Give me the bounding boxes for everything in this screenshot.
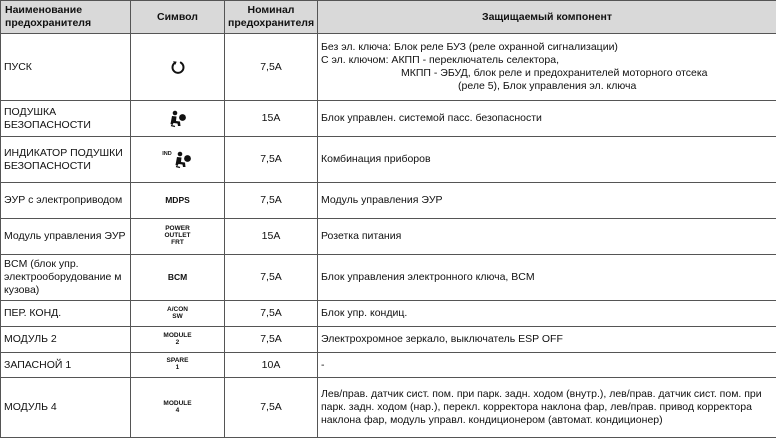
fuse-component: Блок упр. кондиц. xyxy=(318,301,776,327)
table-row xyxy=(1,34,776,101)
symbol-label: POWER OUTLET FRT xyxy=(164,225,191,246)
fuse-name: МОДУЛЬ 2 xyxy=(1,327,131,353)
fuse-component: Лев/прав. датчик сист. пом. при парк. задн. ходом (внутр.), лев/прав. датчик сист. пом. при парк. задн. ходом (нар.), перекл. корректора наклона фар, лев/прав. привод корректора наклона фар, модуль управл. кондиционером (автомат. кондиционер) xyxy=(318,378,776,438)
fuse-symbol xyxy=(131,137,225,183)
fuse-component xyxy=(318,34,776,101)
fuse-rating: 7,5A xyxy=(225,301,318,327)
header-row xyxy=(1,1,776,34)
symbol-label: MODULE 2 xyxy=(163,331,192,346)
airbag-indicator-icon xyxy=(173,151,193,169)
fuse-symbol xyxy=(131,301,225,327)
fuse-symbol xyxy=(131,34,225,101)
component-line: Без эл. ключа: Блок реле БУЗ (реле охранной сигнализации) xyxy=(321,41,618,53)
fuse-name: ИНДИКАТОР ПОДУШКИ БЕЗОПАСНОСТИ xyxy=(1,137,131,183)
table-row xyxy=(1,219,776,255)
fuse-component: Модуль управления ЭУР xyxy=(318,183,776,219)
fuse-symbol xyxy=(131,327,225,353)
table-row xyxy=(1,183,776,219)
fuse-rating: 7,5A xyxy=(225,255,318,301)
fuse-rating: 7,5A xyxy=(225,327,318,353)
fuse-component: Блок управления электронного ключа, BCM xyxy=(318,255,776,301)
fuse-rating: 7,5A xyxy=(225,34,318,101)
fuse-name: BCM (блок упр. электрооборудование м кузова) xyxy=(1,255,131,301)
power-cycle-icon xyxy=(170,59,186,75)
symbol-label: MDPS xyxy=(165,195,190,205)
fuse-symbol xyxy=(131,353,225,378)
component-line: МКПП - ЭБУД, блок реле и предохранителей моторного отсека xyxy=(401,67,708,79)
fuse-symbol xyxy=(131,255,225,301)
symbol-label: A/CON SW xyxy=(167,305,188,320)
fuse-symbol xyxy=(131,219,225,255)
fuse-name: ПОДУШКА БЕЗОПАСНОСТИ xyxy=(1,101,131,137)
fuse-name: ЭУР с электроприводом xyxy=(1,183,131,219)
fuse-component: Блок управлен. системой пасс. безопасности xyxy=(318,101,776,137)
table-row xyxy=(1,327,776,353)
table-row xyxy=(1,137,776,183)
table-row xyxy=(1,255,776,301)
fuse-rating: 7,5A xyxy=(225,137,318,183)
component-line: (реле 5), Блок управления эл. ключа xyxy=(458,80,637,92)
fuse-rating: 7,5A xyxy=(225,378,318,438)
fuse-symbol xyxy=(131,378,225,438)
fuse-component: Розетка питания xyxy=(318,219,776,255)
airbag-icon xyxy=(168,110,188,128)
header-name: Наименование предохранителя xyxy=(1,1,131,34)
symbol-label: IND xyxy=(162,150,172,157)
fuse-rating: 10A xyxy=(225,353,318,378)
fuse-name: МОДУЛЬ 4 xyxy=(1,378,131,438)
fuse-rating: 15A xyxy=(225,101,318,137)
fuse-component: Комбинация приборов xyxy=(318,137,776,183)
header-rating: Номинал предохранителя xyxy=(225,1,318,34)
symbol-label: BCM xyxy=(167,272,188,282)
header-component: Защищаемый компонент xyxy=(318,1,776,34)
fuse-rating: 7,5A xyxy=(225,183,318,219)
fuse-name: Модуль управления ЭУР xyxy=(1,219,131,255)
fuse-component: Электрохромное зеркало, выключатель ESP OFF xyxy=(318,327,776,353)
fuse-name: ПЕР. КОНД. xyxy=(1,301,131,327)
table-row xyxy=(1,353,776,378)
fuse-name: ПУСК xyxy=(1,34,131,101)
symbol-label: SPARE 1 xyxy=(166,357,189,371)
fuse-rating: 15A xyxy=(225,219,318,255)
component-line: С эл. ключом: АКПП - переключатель селектора, xyxy=(321,54,559,66)
fuse-component: - xyxy=(318,353,776,378)
table-row xyxy=(1,378,776,438)
fuse-symbol xyxy=(131,101,225,137)
table-row xyxy=(1,301,776,327)
fuse-symbol xyxy=(131,183,225,219)
fuse-name: ЗАПАСНОЙ 1 xyxy=(1,353,131,378)
table-row xyxy=(1,101,776,137)
symbol-label: MODULE 4 xyxy=(163,399,192,414)
header-symbol: Символ xyxy=(131,1,225,34)
